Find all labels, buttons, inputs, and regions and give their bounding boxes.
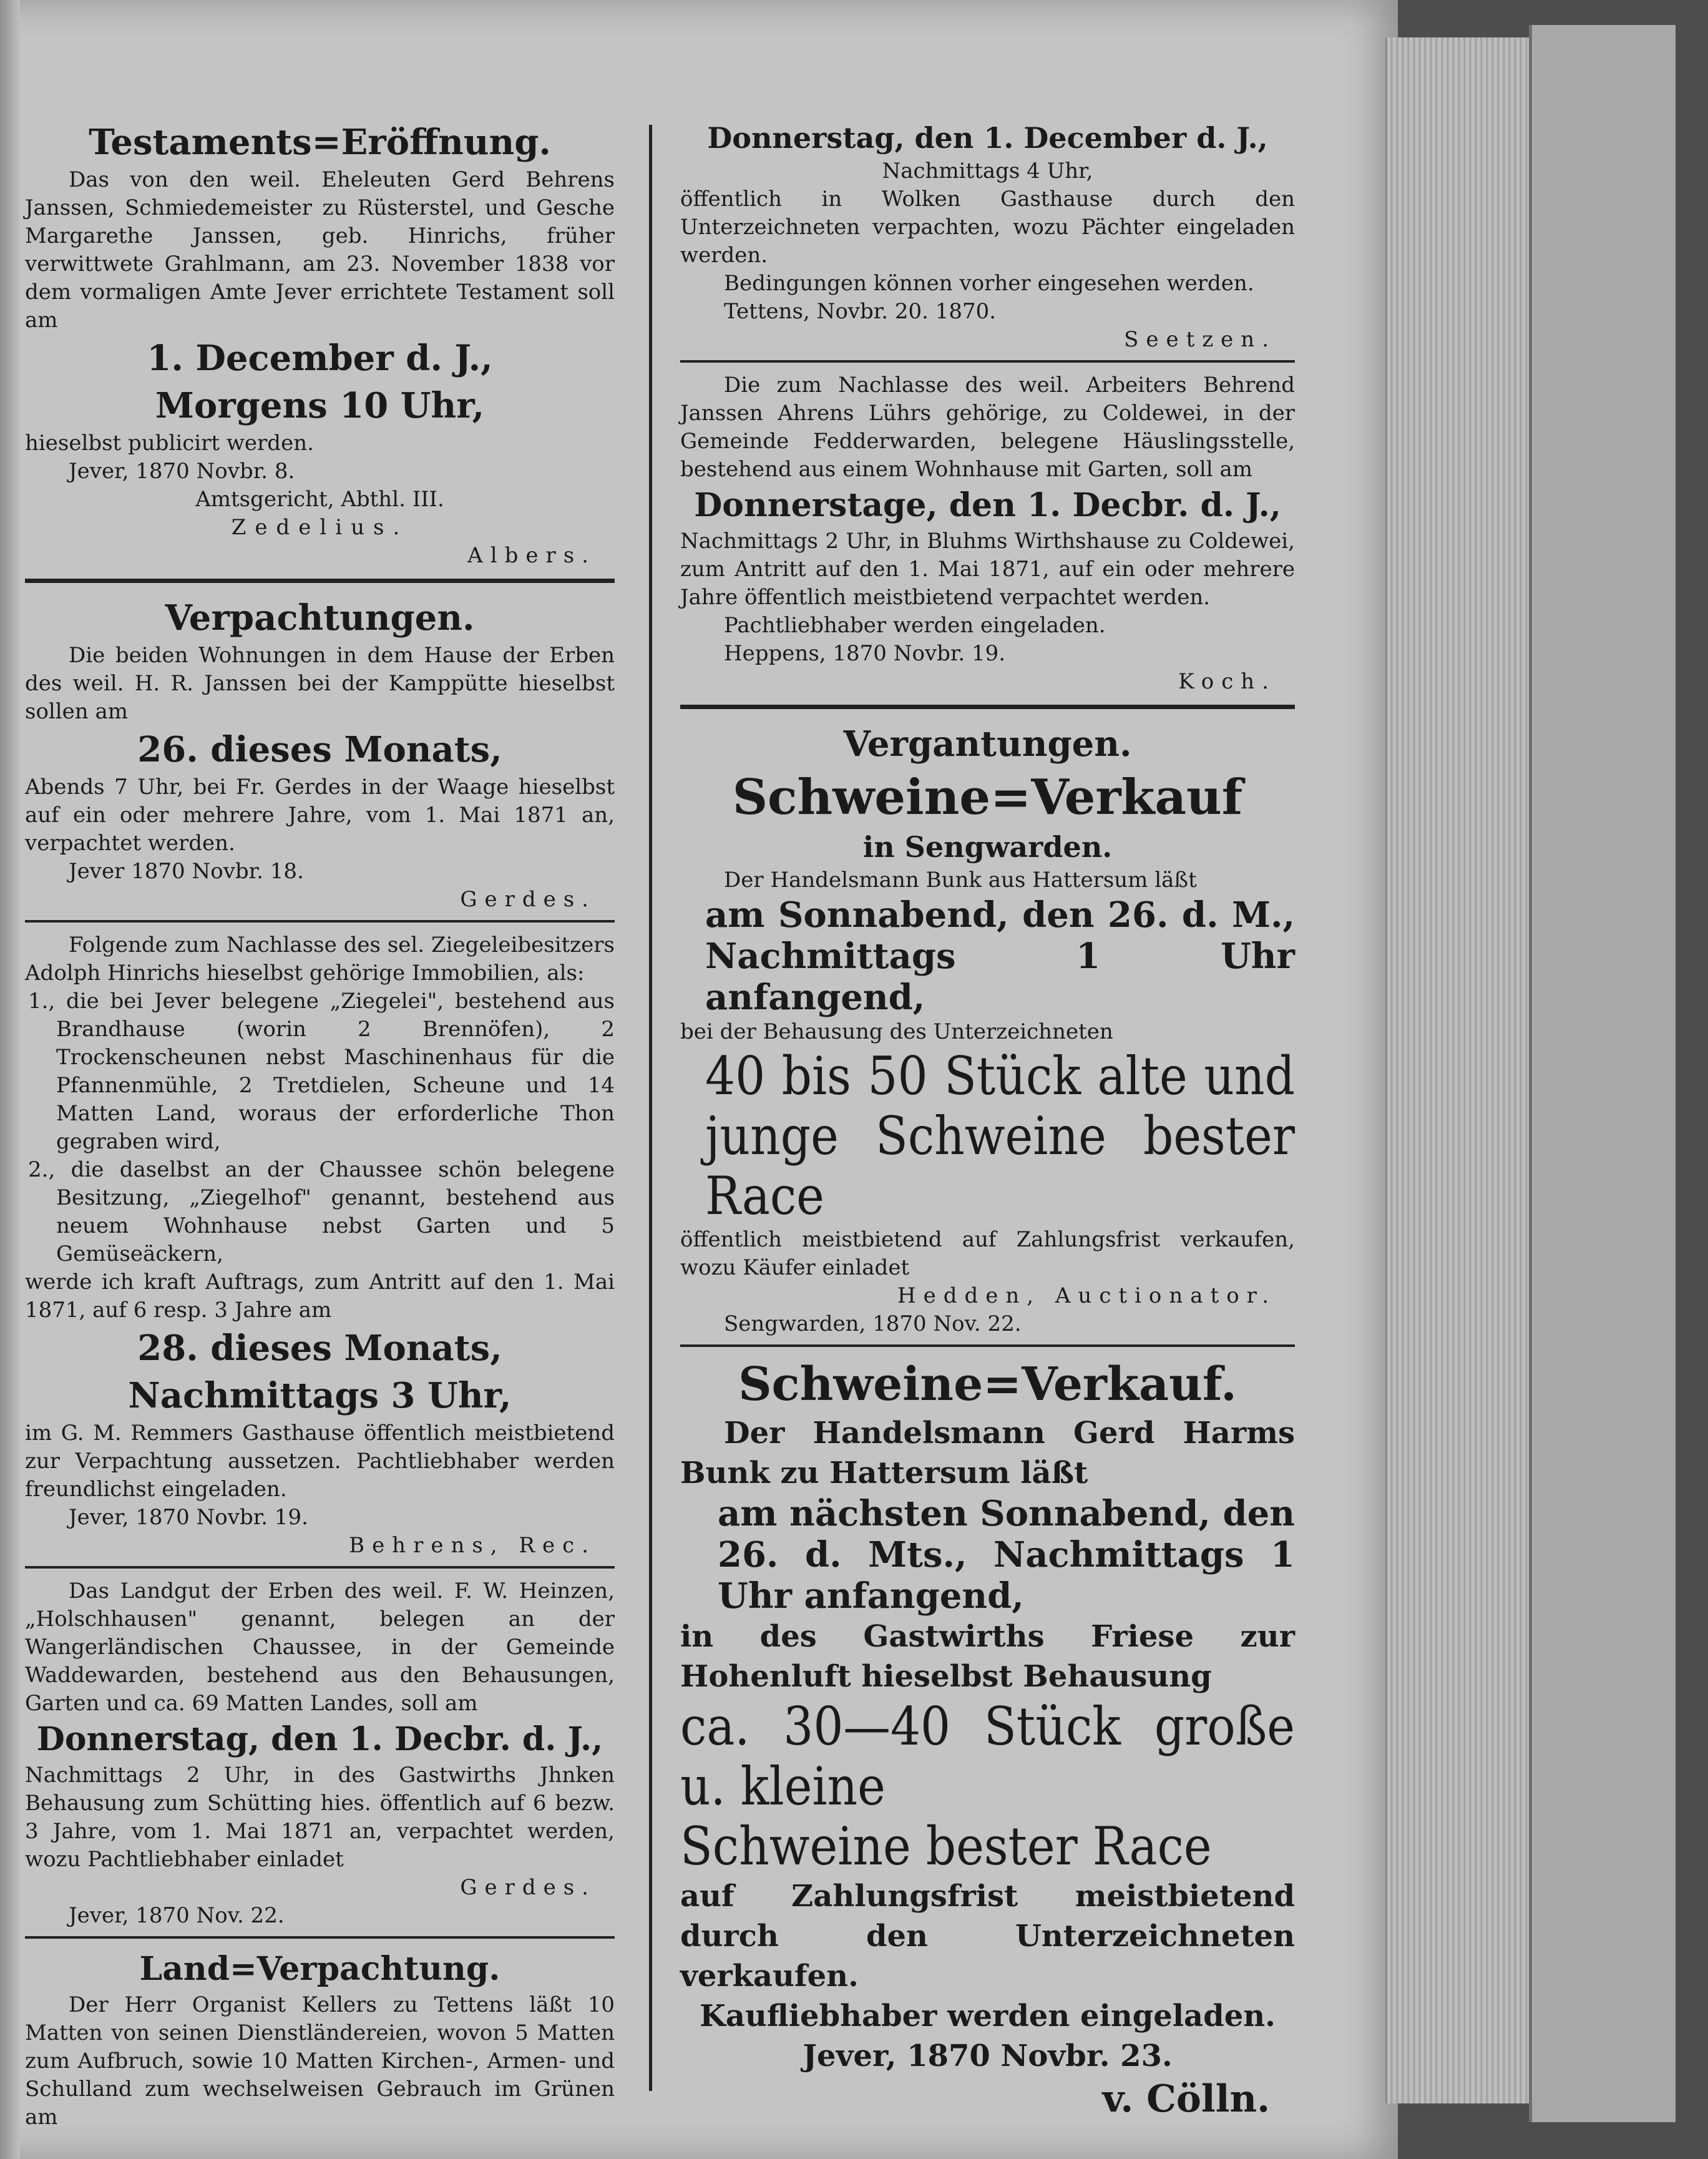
schweine2-big: ca. 30—40 Stück große u. kleine bbox=[680, 1696, 1295, 1817]
ziegelei-body: werde ich kraft Auftrags, zum Antritt auf den 1. Mai 1871, auf 6 resp. 3 Jahre am bbox=[25, 1270, 615, 1323]
binding-gutter bbox=[0, 0, 20, 2159]
testament-after: hieselbst publicirt werden. bbox=[25, 431, 314, 456]
verpachtungen-sig: Gerdes. bbox=[460, 887, 596, 912]
schweine2-after: auf Zahlungsfrist meistbietend durch den Unterzeichneten verkaufen. bbox=[680, 1879, 1295, 1994]
tettens-notice bbox=[680, 119, 1295, 354]
ziegelei-item2: 2., die daselbst an der Chaussee schön belegene Besitzung, „Ziegelhof" genannt, bestehend aus neuem Wohnhause nebst Garten und 5 Gemüseäckern, bbox=[28, 1157, 615, 1266]
landverpachtung-body: Der Herr Organist Kellers zu Tettens läßt 10 Matten von seinen Dienstländereien, wovon 5 Matten zum Aufbruch, sowie 10 Matten Kirchen-, Armen- und Schulland zum wechselweisen Gebrauch im Grünen am bbox=[25, 1992, 615, 2130]
schweine2-bold: am nächsten Sonnabend, den 26. d. Mts., Nachmittags 1 Uhr anfangend, bbox=[718, 1493, 1295, 1617]
testament-title: Testaments=Eröffnung. bbox=[89, 122, 551, 163]
testament-place: Jever, 1870 Novbr. 8. bbox=[69, 459, 295, 484]
vergantungen-big: 40 bis 50 Stück alte und junge Schweine bester Race bbox=[705, 1045, 1295, 1226]
ad-rule bbox=[680, 360, 1295, 363]
section-rule bbox=[25, 579, 615, 583]
left-column bbox=[25, 119, 615, 2132]
vergantungen-title: Schweine=Verkauf bbox=[732, 769, 1243, 826]
landverpachtung-notice bbox=[25, 1947, 615, 2132]
coldewei-after: Nachmittags 2 Uhr, in Bluhms Wirthshause zu Coldewei, zum Antritt auf den 1. Mai 1871, auf ein oder mehrere Jahre öffentlich meistbietend verpachtet werden. bbox=[680, 529, 1295, 610]
tettens-date: Donnerstag, den 1. December d. J., bbox=[707, 121, 1268, 155]
right-column bbox=[680, 119, 1295, 2122]
ziegelei-time: Nachmittags 3 Uhr, bbox=[128, 1375, 512, 1416]
coldewei-invite: Pachtliebhaber werden eingeladen. bbox=[724, 613, 1106, 638]
coldewei-notice bbox=[680, 371, 1295, 696]
testament-sig2: Albers. bbox=[467, 543, 596, 568]
vergantungen-after: öffentlich meistbietend auf Zahlungsfrist verkaufen, wozu Käufer einladet bbox=[680, 1227, 1295, 1280]
vergantungen-heading: Vergantungen. bbox=[843, 723, 1132, 765]
coldewei-place: Heppens, 1870 Novbr. 19. bbox=[724, 641, 1006, 666]
ziegelei-sig: Behrens, Rec. bbox=[349, 1533, 596, 1558]
landverpachtung-title: Land=Verpachtung. bbox=[139, 1950, 500, 1988]
landgut-notice bbox=[25, 1577, 615, 1930]
vergantungen-loc: bei der Behausung des Unterzeichneten bbox=[680, 1019, 1113, 1044]
vergantungen-notice bbox=[680, 720, 1295, 1338]
ad-rule bbox=[25, 1936, 615, 1939]
vergantungen-body: Der Handelsmann Bunk aus Hattersum läßt bbox=[724, 868, 1197, 893]
ziegelei-place: Jever, 1870 Novbr. 19. bbox=[69, 1505, 308, 1530]
verpachtungen-heading: Verpachtungen. bbox=[165, 597, 475, 639]
column-divider bbox=[649, 125, 652, 2091]
verpachtungen-body: Die beiden Wohnungen in dem Hause der Erben des weil. H. R. Janssen bei der Kamppütte hieselbst sollen am bbox=[25, 643, 615, 724]
testament-body: Das von den weil. Eheleuten Gerd Behrens Janssen, Schmiedemeister zu Rüsterstel, und Gesche Margarethe Janssen, geb. Hinrichs, früher verwittwete Grahlmann, am 23. November 1838 vor dem vormaligen Amte Jever errichtete Testament soll am bbox=[25, 167, 615, 333]
testament-court: Amtsgericht, Abthl. III. bbox=[195, 487, 444, 512]
ad-rule bbox=[25, 1566, 615, 1569]
testament-notice bbox=[25, 119, 615, 570]
landgut-after: Nachmittags 2 Uhr, in des Gastwirths Jhnken Behausung zum Schütting hies. öffentlich auf 6 bezw. 3 Jahre, vom 1. Mai 1871 an, verpachtet werden, wozu Pachtliebhaber einladet bbox=[25, 1763, 615, 1872]
ziegelei-item1: 1., die bei Jever belegene „Ziegelei", bestehend aus Brandhause (worin 2 Brennöfen), 2 Trockenscheunen nebst Maschinenhaus für die Pfannenmühle, 2 Tretdielen, Scheune und 14 Matten Land, woraus der erforderliche Thon gegraben wird, bbox=[28, 989, 615, 1154]
vergantungen-place: Sengwarden, 1870 Nov. 22. bbox=[724, 1311, 1022, 1336]
testament-time: Morgens 10 Uhr, bbox=[155, 385, 485, 426]
tettens-sig: Seetzen. bbox=[1124, 327, 1276, 352]
tettens-cond: Bedingungen können vorher eingesehen werden. bbox=[724, 271, 1254, 296]
schweine2-title: Schweine=Verkauf. bbox=[738, 1358, 1237, 1411]
landgut-sig: Gerdes. bbox=[460, 1875, 596, 1900]
schweine2-place: Jever, 1870 Novbr. 23. bbox=[803, 2039, 1173, 2073]
vergantungen-sub: in Sengwarden. bbox=[862, 830, 1113, 864]
coldewei-sig: Koch. bbox=[1178, 669, 1276, 694]
landgut-body: Das Landgut der Erben des weil. F. W. Heinzen, „Holschhausen" genannt, belegen an der Wangerländischen Chaussee, in der Gemeinde Waddewarden, bestehend aus den Behausungen, Garten und ca. 69 Matten Landes, soll am bbox=[25, 1579, 615, 1716]
coldewei-date: Donnerstage, den 1. Decbr. d. J., bbox=[694, 486, 1281, 524]
schweine2-big2: Schweine bester Race bbox=[680, 1816, 1212, 1877]
schweine2-sig: v. Cölln. bbox=[1102, 2077, 1270, 2121]
verpachtungen-date: 26. dieses Monats, bbox=[137, 729, 502, 770]
section-rule bbox=[680, 705, 1295, 709]
verpachtungen-notice bbox=[25, 594, 615, 914]
schweine2-invite: Kaufliebhaber werden eingeladen. bbox=[700, 1999, 1276, 2034]
verpachtungen-after: Abends 7 Uhr, bei Fr. Gerdes in der Waage hieselbst auf ein oder mehrere Jahre, vom 1. Mai 1871 an, verpachtet werden. bbox=[25, 775, 615, 856]
vergantungen-bold: am Sonnabend, den 26. d. M., Nachmittags 1 Uhr anfangend, bbox=[705, 894, 1295, 1018]
book-cover-board bbox=[1529, 25, 1676, 2122]
verpachtungen-place: Jever 1870 Novbr. 18. bbox=[69, 859, 304, 884]
tettens-time: Nachmittags 4 Uhr, bbox=[882, 159, 1093, 184]
ad-rule bbox=[25, 920, 615, 923]
tettens-place: Tettens, Novbr. 20. 1870. bbox=[724, 299, 997, 324]
landgut-place: Jever, 1870 Nov. 22. bbox=[69, 1903, 285, 1928]
ziegelei-after: im G. M. Remmers Gasthause öffentlich meistbietend zur Verpachtung aussetzen. Pachtliebhaber werden freundlichst eingeladen. bbox=[25, 1421, 615, 1502]
landgut-date: Donnerstag, den 1. Decbr. d. J., bbox=[36, 1720, 603, 1758]
vergantungen-sig: Hedden, Auctionator. bbox=[897, 1283, 1276, 1308]
ziegelei-notice bbox=[25, 931, 615, 1560]
coldewei-body: Die zum Nachlasse des weil. Arbeiters Behrend Janssen Ahrens Lührs gehörige, zu Coldewei, in der Gemeinde Fedderwarden, belegene Häuslingsstelle, bestehend aus einem Wohnhause mit Garten, soll am bbox=[680, 373, 1295, 482]
testament-date: 1. December d. J., bbox=[147, 338, 493, 379]
schweine2-notice bbox=[680, 1356, 1295, 2122]
ziegelei-intro: Folgende zum Nachlasse des sel. Ziegeleibesitzers Adolph Hinrichs hieselbst gehörige Immobilien, als: bbox=[25, 933, 615, 986]
ad-rule bbox=[680, 1344, 1295, 1347]
testament-sig1: Zedelius. bbox=[231, 515, 409, 540]
ziegelei-date: 28. dieses Monats, bbox=[137, 1328, 502, 1369]
schweine2-loc: in des Gastwirths Friese zur Hohenluft hieselbst Behausung bbox=[680, 1619, 1295, 1694]
tettens-body: öffentlich in Wolken Gasthause durch den Unterzeichneten verpachten, wozu Pächter eingeladen werden. bbox=[680, 187, 1295, 268]
schweine2-line1: Der Handelsmann Gerd Harms Bunk zu Hattersum läßt bbox=[680, 1416, 1295, 1491]
